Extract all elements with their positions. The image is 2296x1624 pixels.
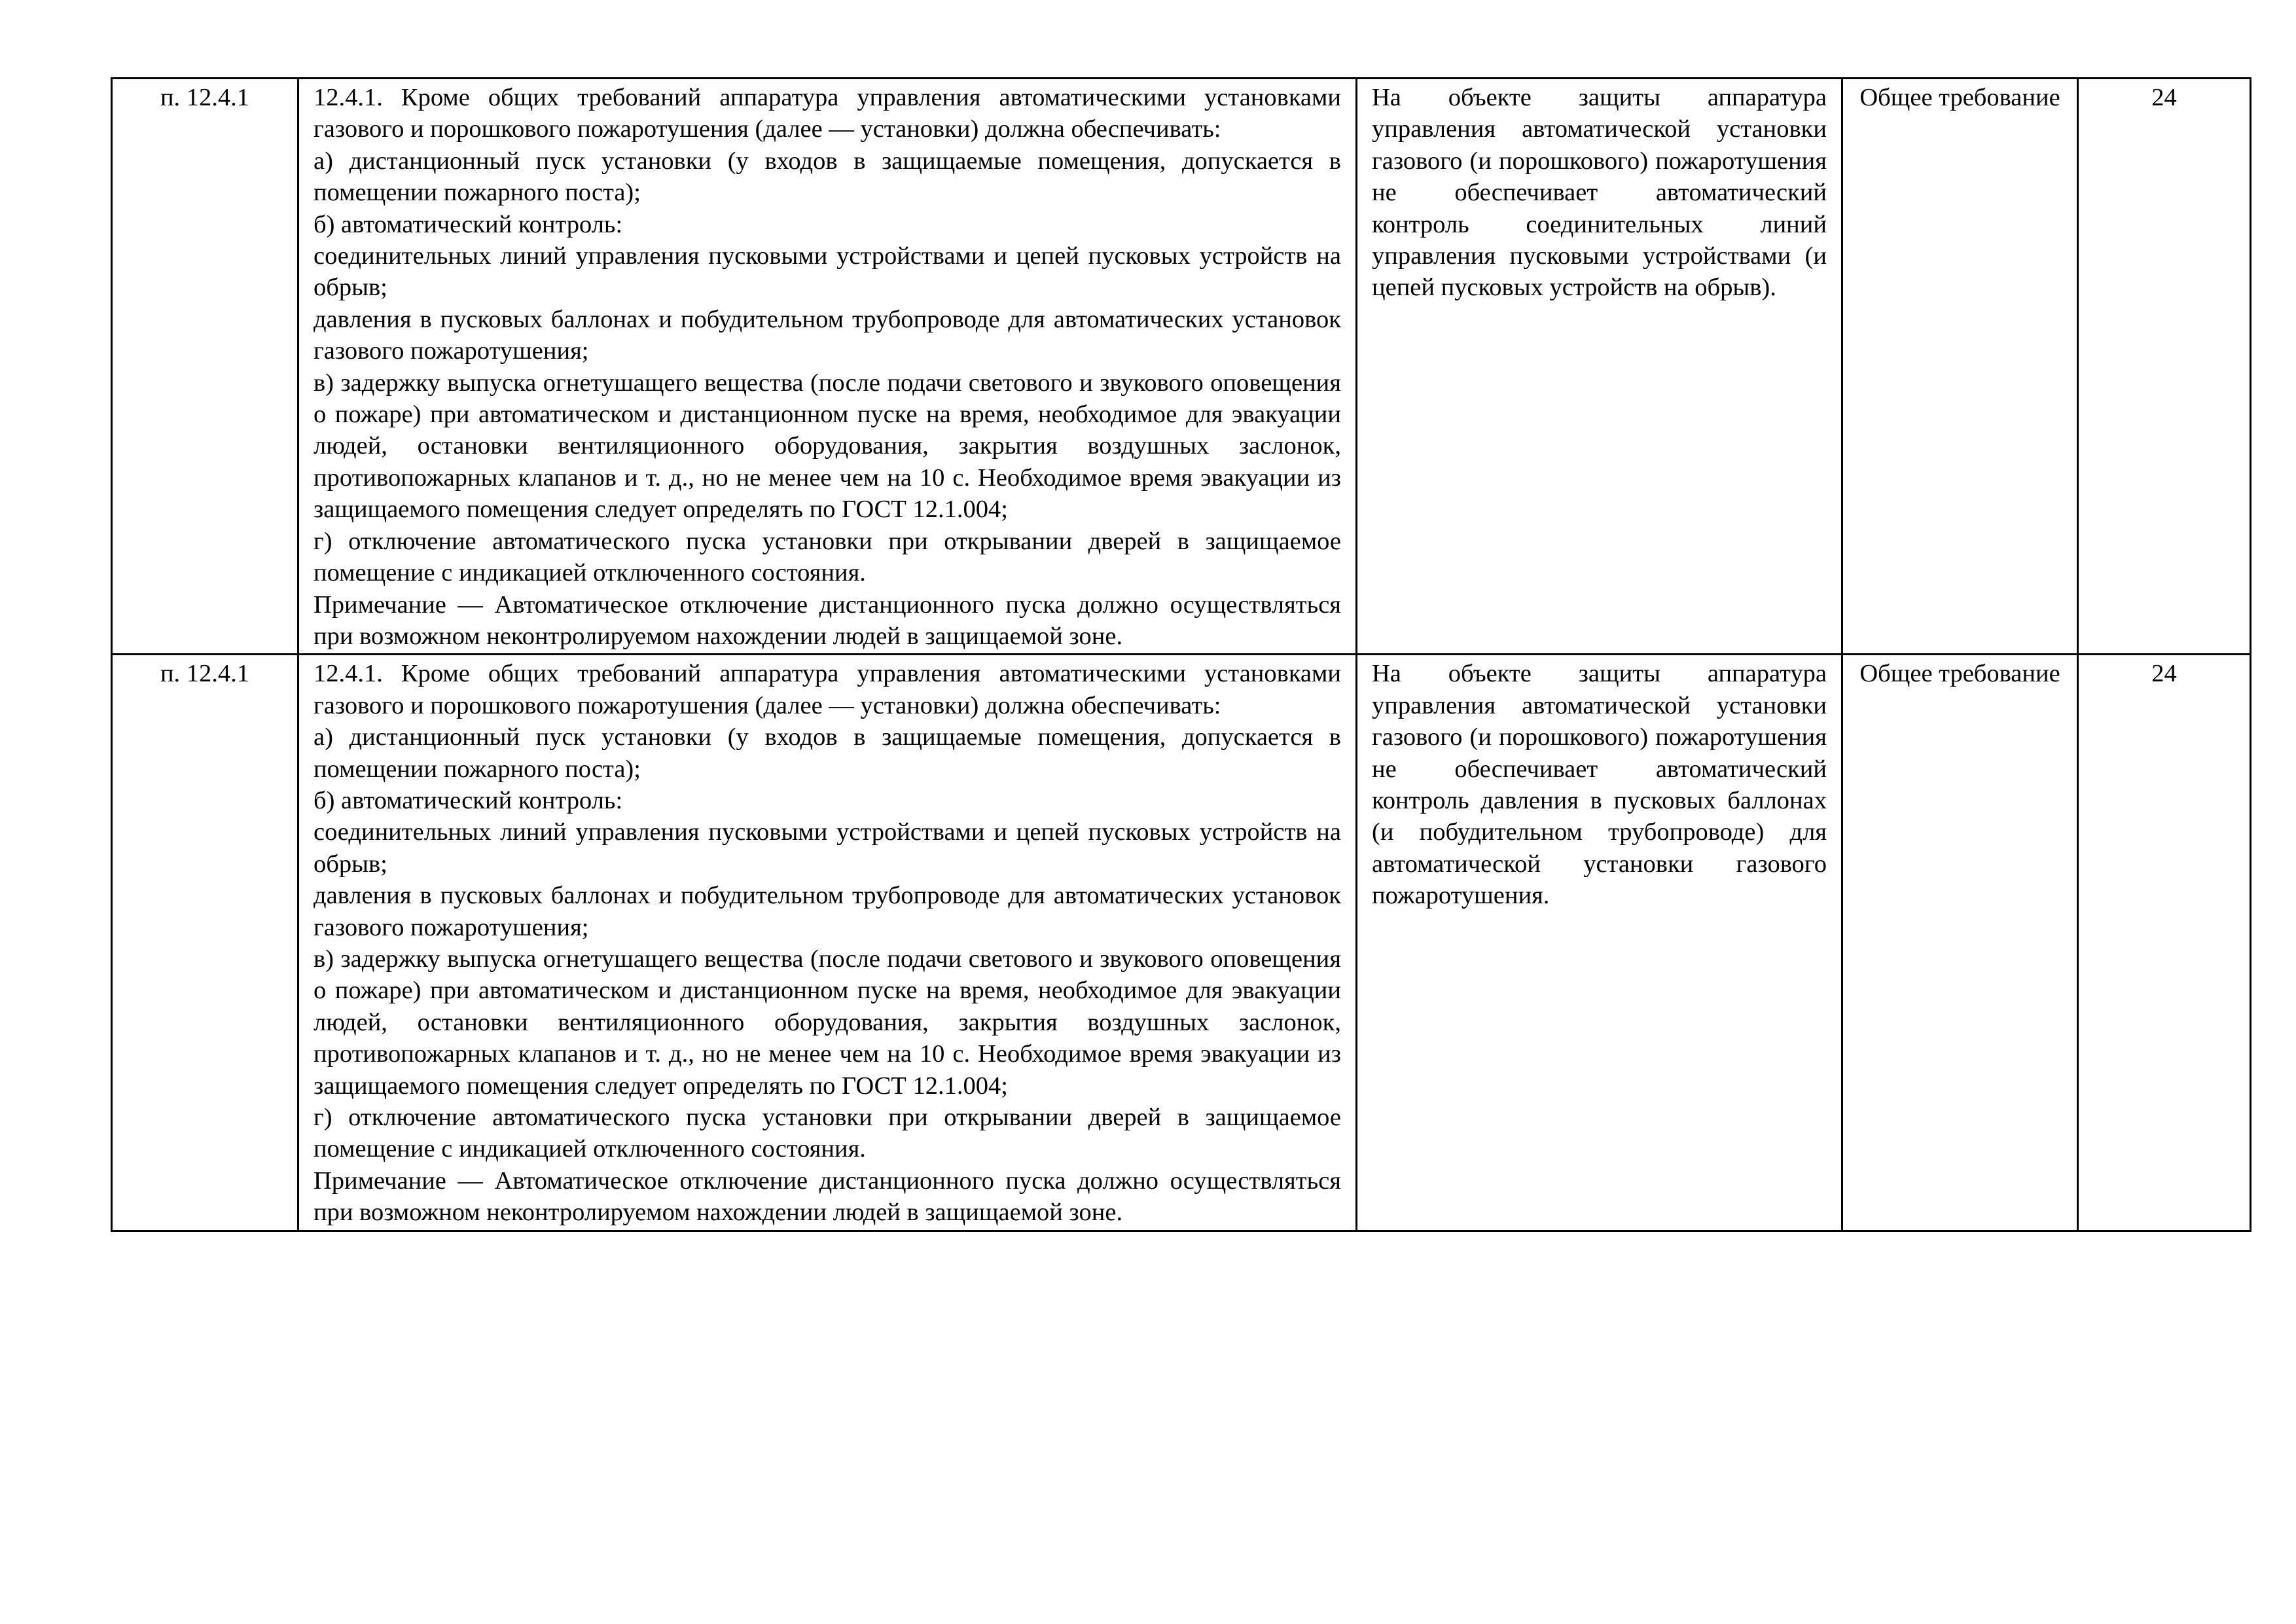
requirement-type: Общее требование bbox=[1842, 655, 2078, 1231]
violation-description: На объекте защиты аппаратура управления автоматической установки газового (и порошкового) пожаротушения не обеспечивает автоматический контроль давления в пусковых баллонах (и побудительном трубопроводе) для автоматической установки газового пожаротушения. bbox=[1357, 655, 1842, 1231]
requirement-note: Примечание — Автоматическое отключение дистанционного пуска должно осуществляться при возможном неконтролируемом нахождении людей в защищаемой зоне. bbox=[314, 590, 1341, 650]
requirement-item-d: г) отключение автоматического пуска установки при открывании дверей в защищаемое помещение с индикацией отключенного состояния. bbox=[314, 1104, 1341, 1163]
table-row bbox=[112, 79, 2251, 655]
requirement-item-c: в) задержку выпуска огнетушащего вещества (после подачи светового и звукового оповещения о пожаре) при автоматическом и дистанционном пуске на время, необходимое для эвакуации людей, остановки вентиляционного оборудования, закрытия воздушных заслонок, противопожарных клапанов и т. д., но не менее чем на 10 с. Необходимое время эвакуации из защищаемого помещения следует определять по ГОСТ 12.1.004; bbox=[314, 369, 1341, 524]
requirement-item-b: б) автоматический контроль: bbox=[314, 210, 623, 238]
requirement-type: Общее требование bbox=[1842, 79, 2078, 655]
requirement-text bbox=[298, 79, 1357, 655]
requirement-note: Примечание — Автоматическое отключение дистанционного пуска должно осуществляться при возможном неконтролируемом нахождении людей в защищаемой зоне. bbox=[314, 1166, 1341, 1227]
requirement-text bbox=[298, 655, 1357, 1231]
requirement-item-b-pressure: давления в пусковых баллонах и побудительном трубопроводе для автоматических установок газового пожаротушения; bbox=[314, 305, 1341, 365]
requirement-item-d: г) отключение автоматического пуска установки при открывании дверей в защищаемое помещение с индикацией отключенного состояния. bbox=[314, 527, 1341, 587]
page-number: 24 bbox=[2078, 79, 2251, 655]
requirement-item-b-lines: соединительных линий управления пусковыми устройствами и цепей пусковых устройств на обрыв; bbox=[314, 242, 1341, 302]
table-row bbox=[112, 655, 2251, 1231]
requirement-item-b-lines: соединительных линий управления пусковыми устройствами и цепей пусковых устройств на обрыв; bbox=[314, 818, 1341, 878]
requirement-intro: 12.4.1. Кроме общих требований аппаратура управления автоматическими установками газового и порошкового пожаротушения (далее — установки) должна обеспечивать: bbox=[314, 84, 1341, 143]
clause-reference: п. 12.4.1 bbox=[112, 79, 298, 655]
requirement-item-c: в) задержку выпуска огнетушащего вещества (после подачи светового и звукового оповещения о пожаре) при автоматическом и дистанционном пуске на время, необходимое для эвакуации людей, остановки вентиляционного оборудования, закрытия воздушных заслонок, противопожарных клапанов и т. д., но не менее чем на 10 с. Необходимое время эвакуации из защищаемого помещения следует определять по ГОСТ 12.1.004; bbox=[314, 945, 1341, 1100]
violation-description: На объекте защиты аппаратура управления автоматической установки газового (и порошкового) пожаротушения не обеспечивает автоматический контроль соединительных линий управления пусковыми устройствами (и цепей пусковых устройств на обрыв). bbox=[1357, 79, 1842, 655]
requirement-item-a: а) дистанционный пуск установки (у входов в защищаемые помещения, допускается в помещении пожарного поста); bbox=[314, 147, 1341, 207]
requirement-intro: 12.4.1. Кроме общих требований аппаратура управления автоматическими установками газового и порошкового пожаротушения (далее — установки) должна обеспечивать: bbox=[314, 660, 1341, 719]
requirements-table bbox=[111, 77, 2251, 1232]
requirement-item-b-pressure: давления в пусковых баллонах и побудительном трубопроводе для автоматических установок газового пожаротушения; bbox=[314, 882, 1341, 941]
requirement-item-a: а) дистанционный пуск установки (у входов в защищаемые помещения, допускается в помещении пожарного поста); bbox=[314, 723, 1341, 783]
page-number: 24 bbox=[2078, 655, 2251, 1231]
clause-reference: п. 12.4.1 bbox=[112, 655, 298, 1231]
requirement-item-b: б) автоматический контроль: bbox=[314, 786, 623, 814]
